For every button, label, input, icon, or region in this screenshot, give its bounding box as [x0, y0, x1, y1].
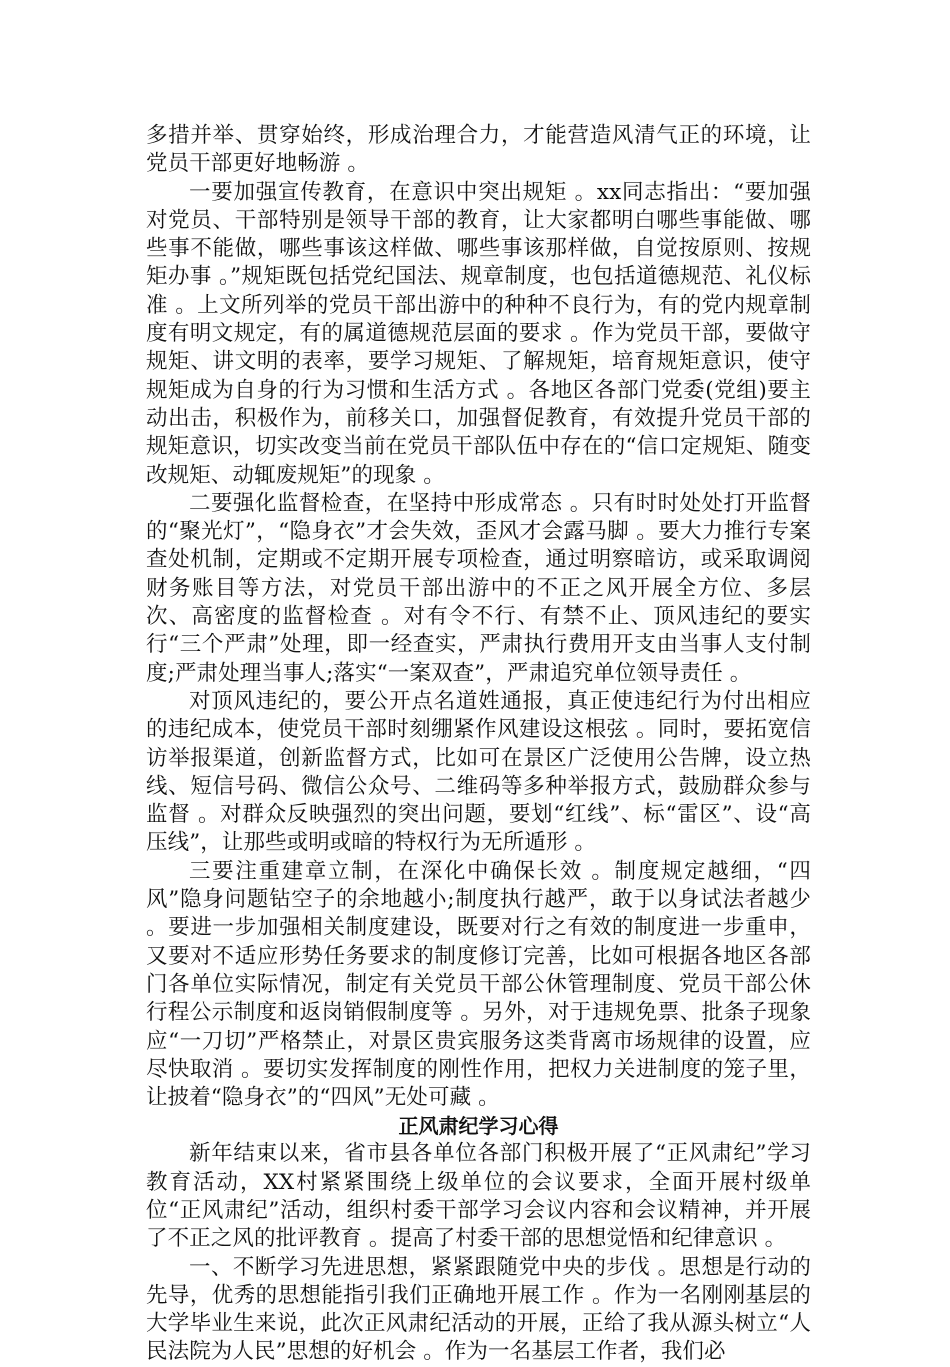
paragraph-public-notice: 对顶风违纪的，要公开点名道姓通报，真正使违纪行为付出相应的违纪成本，使党员干部时刻绷紧作风建设这根弦 。同时，要拓宽信访举报渠道，创新监督方式，比如可在景区广泛使用公告牌，设立热线、短信号码、微信公众号、二维码等多种举报方式，鼓励群众参与监督 。对群众反映强烈的突出问题，要划“红线”、标“雷区”、设“高压线”，让那些或明或暗的特权行为无所遁形 。 [146, 688, 811, 856]
section-heading: 正风肃纪学习心得 [398, 1114, 559, 1139]
paragraph-new-year: 新年结束以来，省市县各单位各部门积极开展了“正风肃纪”学习教育活动，XX村紧紧围绕上级单位的会议要求，全面开展村级单位“正风肃纪”活动，组织村委干部学习会议内容和会议精神，并开展了不正之风的批评教育 。提高了村委干部的思想觉悟和纪律意识 。 [146, 1141, 811, 1252]
document-body [146, 122, 811, 1367]
paragraph-supervision: 二要强化监督检查，在坚持中形成常态 。只有时时处处打开监督的“聚光灯”，“隐身衣”才会失效，歪风才会露马脚 。要大力推行专案查处机制，定期或不定期开展专项检查，通过明察暗访，或采取调阅财务账目等方法，对党员干部出游中的不正之风开展全方位、多层次、高密度的监督检查 。对有令不行、有禁不止、顶风违纪的要实行“三个严肃”处理，即一经查实，严肃执行费用开支由当事人支付制度;严肃处理当事人;落实“一案双查”，严肃追究单位领导责任 。 [146, 490, 811, 686]
paragraph-learning: 一、不断学习先进思想，紧紧跟随党中央的步伐 。思想是行动的先导，优秀的思想能指引我们正确地开展工作 。作为一名刚刚基层的大学毕业生来说，此次正风肃纪活动的开展，正给了我从源头树立“人民法院为人民”思想的好机会 。作为一名基层工作者，我们必 [146, 1254, 811, 1365]
paragraph-intro: 多措并举、贯穿始终，形成治理合力，才能营造风清气正的环境，让党员干部更好地畅游 。 [146, 123, 811, 177]
paragraph-education: 一要加强宣传教育，在意识中突出规矩 。xx同志指出：“要加强对党员、干部特别是领导干部的教育，让大家都明白哪些事能做、哪些事不能做，哪些事该这样做、哪些事该那样做，自觉按原则、按规矩办事 。”规矩既包括党纪国法、规章制度，也包括道德规范、礼仪标准 。上文所列举的党员干部出游中的种种不良行为，有的党内规章制度有明文规定，有的属道德规范层面的要求 。作为党员干部，要做守规矩、讲文明的表率，要学习规矩、了解规矩，培育规矩意识，使守规矩成为自身的行为习惯和生活方式 。各地区各部门党委(党组)要主动出击，积极作为，前移关口，加强督促教育，有效提升党员干部的规矩意识，切实改变当前在党员干部队伍中存在的“信口定规矩、随变改规矩、动辄废规矩”的现象 。 [146, 179, 811, 488]
paragraph-institution: 三要注重建章立制，在深化中确保长效 。制度规定越细，“四风”隐身问题钻空子的余地越小;制度执行越严，敢于以身试法者越少 。要进一步加强相关制度建设，既要对行之有效的制度进一步重申，又要对不适应形势任务要求的制度修订完善，比如可根据各地区各部门各单位实际情况，制定有关党员干部公休管理制度、党员干部公休行程公示制度和返岗销假制度等 。另外，对于违规免票、批条子现象应“一刀切”严格禁止，对景区贵宾服务这类背离市场规律的设置，应尽快取消 。要切实发挥制度的刚性作用，把权力关进制度的笼子里，让披着“隐身衣”的“四风”无处可藏 。 [146, 858, 811, 1111]
